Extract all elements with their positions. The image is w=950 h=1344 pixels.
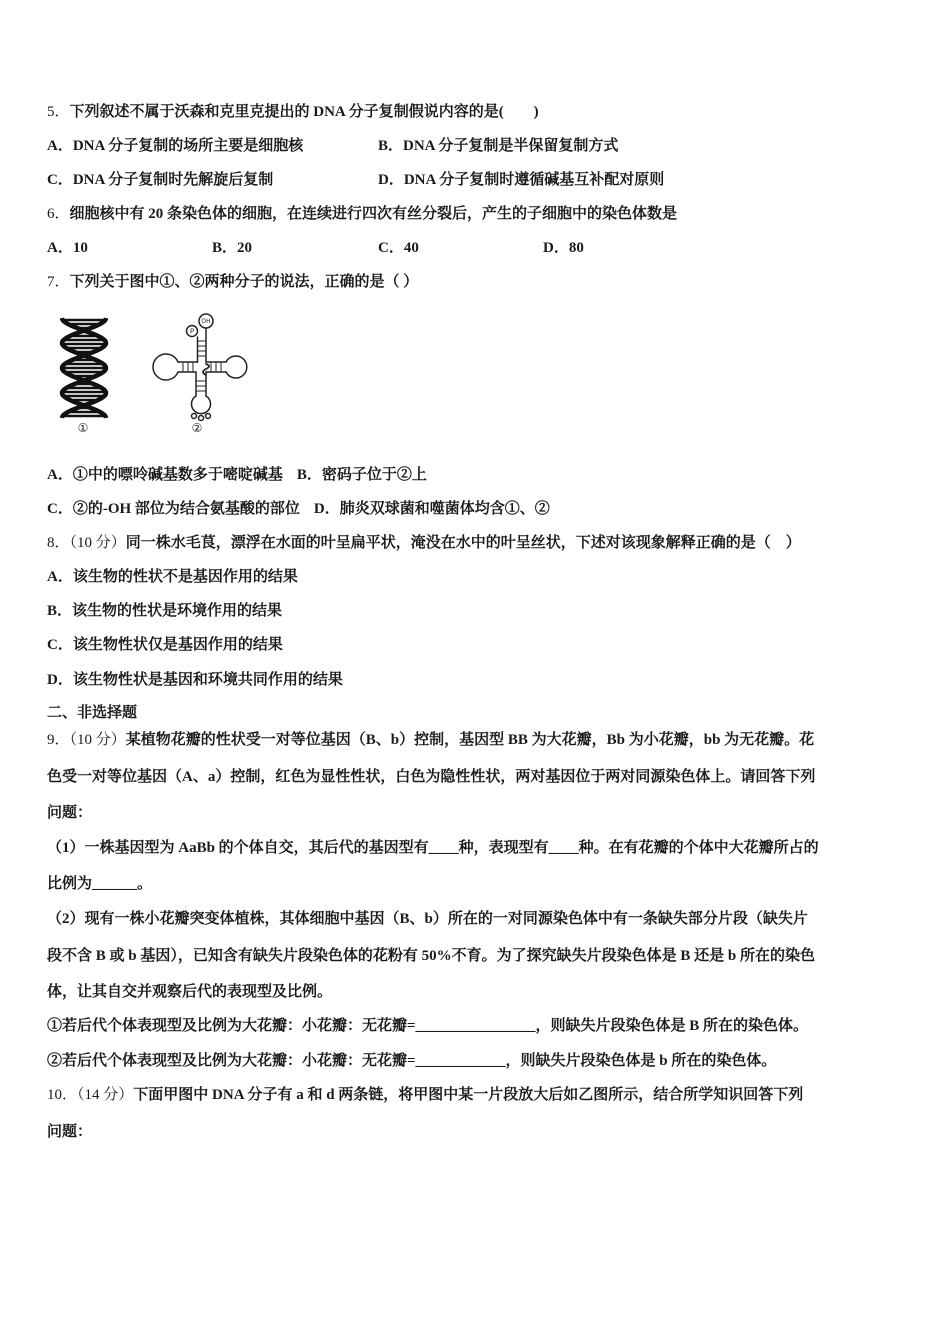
q5-option-c: C．DNA 分子复制时先解旋后复制 [47,172,274,188]
trna-anticodon-loop [192,396,211,414]
q8-score: （10 分） [69,535,126,551]
trna-d-arm-pairs [183,363,193,371]
q8-stem-line [47,533,801,553]
q8-number: 8． [47,535,70,551]
q6-number: 6． [47,206,70,222]
q8-stem: 同一株水毛茛，漂浮在水面的叶呈扁平状，淹没在水中的叶呈丝状，下述对该现象解释正确的是（ ） [125,535,801,551]
q9-case-1: ①若后代个体表现型及比例为大花瓣：小花瓣：无花瓣=________________，则缺失片段染色体是 B 所在的染色体。 [47,1018,809,1034]
trna-t-loop [226,356,247,378]
q10-number: 10． [47,1087,78,1103]
q10-stem-line-2: 问题： [47,1124,93,1140]
q9-part1-line-1: （1）一株基因型为 AaBb 的个体自交，其后代的基因型有____种，表现型有____种。在有花瓣的个体中大花瓣所占的 [47,840,819,856]
q9-score: （10 分） [69,732,126,748]
trna-acceptor-stem-pairs [198,341,205,356]
q10-score: （14 分） [77,1087,134,1103]
trna-oh-label: OH [201,318,211,325]
trna-t-arm-pairs [211,363,221,371]
q7-figure [50,305,260,440]
q6-stem: 细胞核中有 20 条染色体的细胞，在连续进行四次有丝分裂后，产生的子细胞中的染色体数是 [69,206,678,222]
figure-label-1: ① [77,421,89,435]
q7-stem: 下列关于图中①、②两种分子的说法，正确的是（ ） [69,274,419,290]
q8-option-c: C．该生物性状仅是基因作用的结果 [47,637,283,653]
q8-option-d: D．该生物性状是基因和环境共同作用的结果 [47,672,343,688]
figure-label-2: ② [191,421,203,435]
q7-options-ab-line [47,465,427,485]
q9-part2-line-1: （2）现有一株小花瓣突变体植株，其体细胞中基因（B、b）所在的一对同源染色体中有一条缺失部分片段（缺失片 [47,911,808,927]
q6-stem-line [47,204,677,224]
q9-case-2: ②若后代个体表现型及比例为大花瓣：小花瓣：无花瓣=____________，则缺失片段染色体是 b 所在的染色体。 [47,1053,777,1069]
q8-option-b: B．该生物的性状是环境作用的结果 [47,603,283,619]
q8-option-a: A．该生物的性状不是基因作用的结果 [47,569,298,585]
trna-anticodon-base-3 [206,414,211,419]
q7-option-a: A．①中的嘌呤碱基数多于嘧啶碱基 [47,467,283,483]
q7-option-c: C．②的-OH 部位为结合氨基酸的部位 [47,501,300,517]
q9-part2-line-3: 体，让其自交并观察后代的表现型及比例。 [47,984,333,1000]
trna-anticodon-base-2 [199,416,204,421]
q5-option-a: A．DNA 分子复制的场所主要是细胞核 [47,138,304,154]
trna-d-loop [153,354,178,380]
q5-option-b: B．DNA 分子复制是半保留复制方式 [378,138,619,154]
q9-stem-line-2: 色受一对等位基因（A、a）控制，红色为显性性状，白色为隐性性状，两对基因位于两对同源染色体上。请回答下列 [47,769,816,785]
q7-number: 7． [47,274,70,290]
q5-option-d: D．DNA 分子复制时遵循碱基互补配对原则 [378,172,665,188]
q9-part2-line-2: 段不含 B 或 b 基因），已知含有缺失片段染色体的花粉有 50%不育。为了探究缺失片段染色体是 B 还是 b 所在的染色 [47,948,815,964]
q10-stem-line-1 [47,1085,803,1105]
q6-option-b: B．20 [212,240,253,256]
q6-option-d: D．80 [543,240,584,256]
q7-option-b: B．密码子位于②上 [296,467,427,483]
q10-stem-text-1: 下面甲图中 DNA 分子有 a 和 d 两条链，将甲图中某一片段放大后如乙图所示，结合所学知识回答下列 [133,1087,804,1103]
q9-part1-line-2: 比例为______。 [47,876,153,892]
q7-option-d: D．肺炎双球菌和噬菌体均含①、② [313,501,550,517]
dna-double-helix-drawing [62,318,106,418]
trna-anticodon-stem-pairs [197,381,205,391]
trna-p-label: P [189,327,195,336]
q9-stem-line-3: 问题： [47,805,93,821]
q5-stem-line [47,102,539,122]
section-heading-non-choice: 二、非选择题 [47,705,138,721]
trna-cloverleaf-drawing [153,314,247,421]
q6-option-a: A．10 [47,240,88,256]
q7-options-cd-line [47,499,550,519]
q6-option-c: C．40 [378,240,419,256]
q5-number: 5． [47,104,70,120]
q9-stem-text-1: 某植物花瓣的性状受一对等位基因（B、b）控制，基因型 BB 为大花瓣，Bb 为小花瓣，bb 为无花瓣。花 [125,732,815,748]
q7-stem-line [47,272,418,292]
q9-number: 9． [47,732,70,748]
q5-stem: 下列叙述不属于沃森和克里克提出的 DNA 分子复制假说内容的是( ) [69,104,539,120]
q9-stem-line-1 [47,730,814,750]
trna-anticodon-base-1 [192,414,197,419]
